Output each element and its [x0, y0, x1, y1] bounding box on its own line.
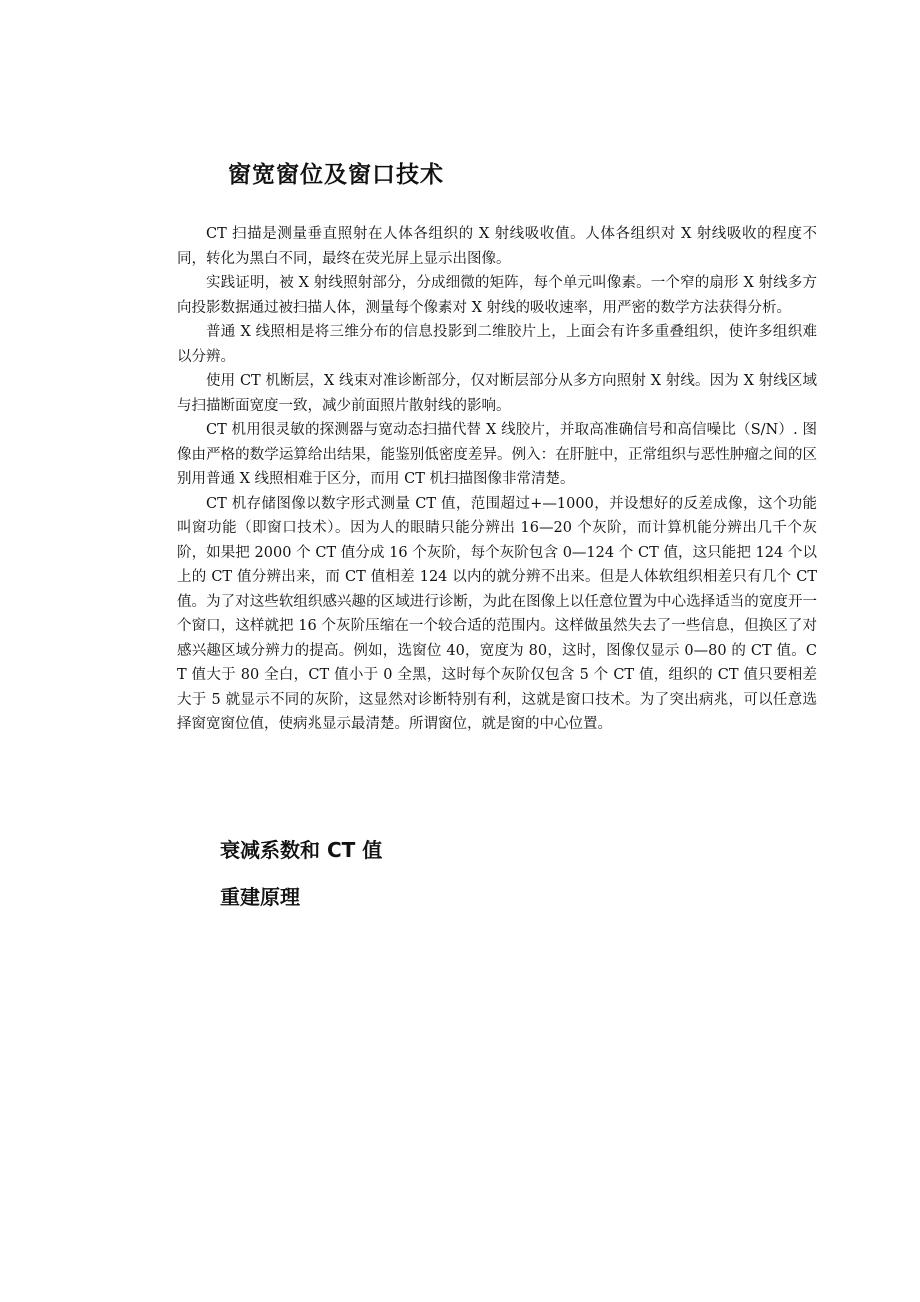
- body-text: [177, 222, 817, 737]
- paragraph-ct-scan: CT 扫描是测量垂直照射在人体各组织的 X 射线吸收值。人体各组织对 X 射线吸收的程度不同，转化为黑白不同，最终在荧光屏上显示出图像。: [177, 226, 817, 267]
- section-heading-attenuation: 衰减系数和 CT 值: [220, 838, 383, 862]
- paragraph-xray-photo: 普通 X 线照相是将三维分布的信息投影到二维胶片上，上面会有许多重叠组织，使许多组织难以分辨。: [177, 324, 817, 365]
- paragraph-detector: CT 机用很灵敏的探测器与宽动态扫描代替 X 线胶片，并取高准确信号和高信噪比（S/N）. 图像由严格的数学运算给出结果，能鉴别低密度差异。例入：在肝脏中，正常组织与恶性肿瘤之间的区别用普通 X 线照相难于区分，而用 CT 机扫描图像非常清楚。: [177, 422, 817, 487]
- page-title: 窗宽窗位及窗口技术: [228, 162, 444, 188]
- paragraph-tomography: 使用 CT 机断层，X 线束对准诊断部分，仅对断层部分从多方向照射 X 射线。因为 X 射线区域与扫描断面宽度一致，减少前面照片散射线的影响。: [177, 373, 817, 414]
- section-heading-reconstruction: 重建原理: [220, 885, 300, 909]
- paragraph-window-technique: CT 机存储图像以数字形式测量 CT 值，范围超过+—1000，并设想好的反差成像，这个功能叫窗功能（即窗口技术）。因为人的眼睛只能分辨出 16—20 个灰阶，而计算机能分辨出几千个灰阶，如果把 2000 个 CT 值分成 16 个灰阶，每个灰阶包含 0—124 个 CT 值，这只能把 124 个以上的 CT 值分辨出来，而 CT 值相差 124 以内的就分辨不出来。但是人体软组织相差只有几个 CT 值。为了对这些软组织感兴趣的区域进行诊断，为此在图像上以任意位置为中心选择适当的宽度开一个窗口，这样就把 16 个灰阶压缩在一个较合适的范围内。这样做虽然失去了一些信息，但换区了对感兴趣区域分辨力的提高。例如，选窗位 40，宽度为 80，这时，图像仅显示 0—80 的 CT 值。CT 值大于 80 全白，CT 值小于 0 全黑，这时每个灰阶仅包含 5 个 CT 值，组织的 CT 值只要相差大于 5 就显示不同的灰阶，这显然对诊断特别有利，这就是窗口技术。为了突出病兆，可以任意选择窗宽窗位值，使病兆显示最清楚。所谓窗位，就是窗的中心位置。: [177, 495, 817, 732]
- paragraph-pixel-matrix: 实践证明，被 X 射线照射部分，分成细微的矩阵，每个单元叫像素。一个窄的扇形 X 射线多方向投影数据通过被扫描人体，测量每个像素对 X 射线的吸收速率，用严密的数学方法获得分析。: [177, 275, 817, 316]
